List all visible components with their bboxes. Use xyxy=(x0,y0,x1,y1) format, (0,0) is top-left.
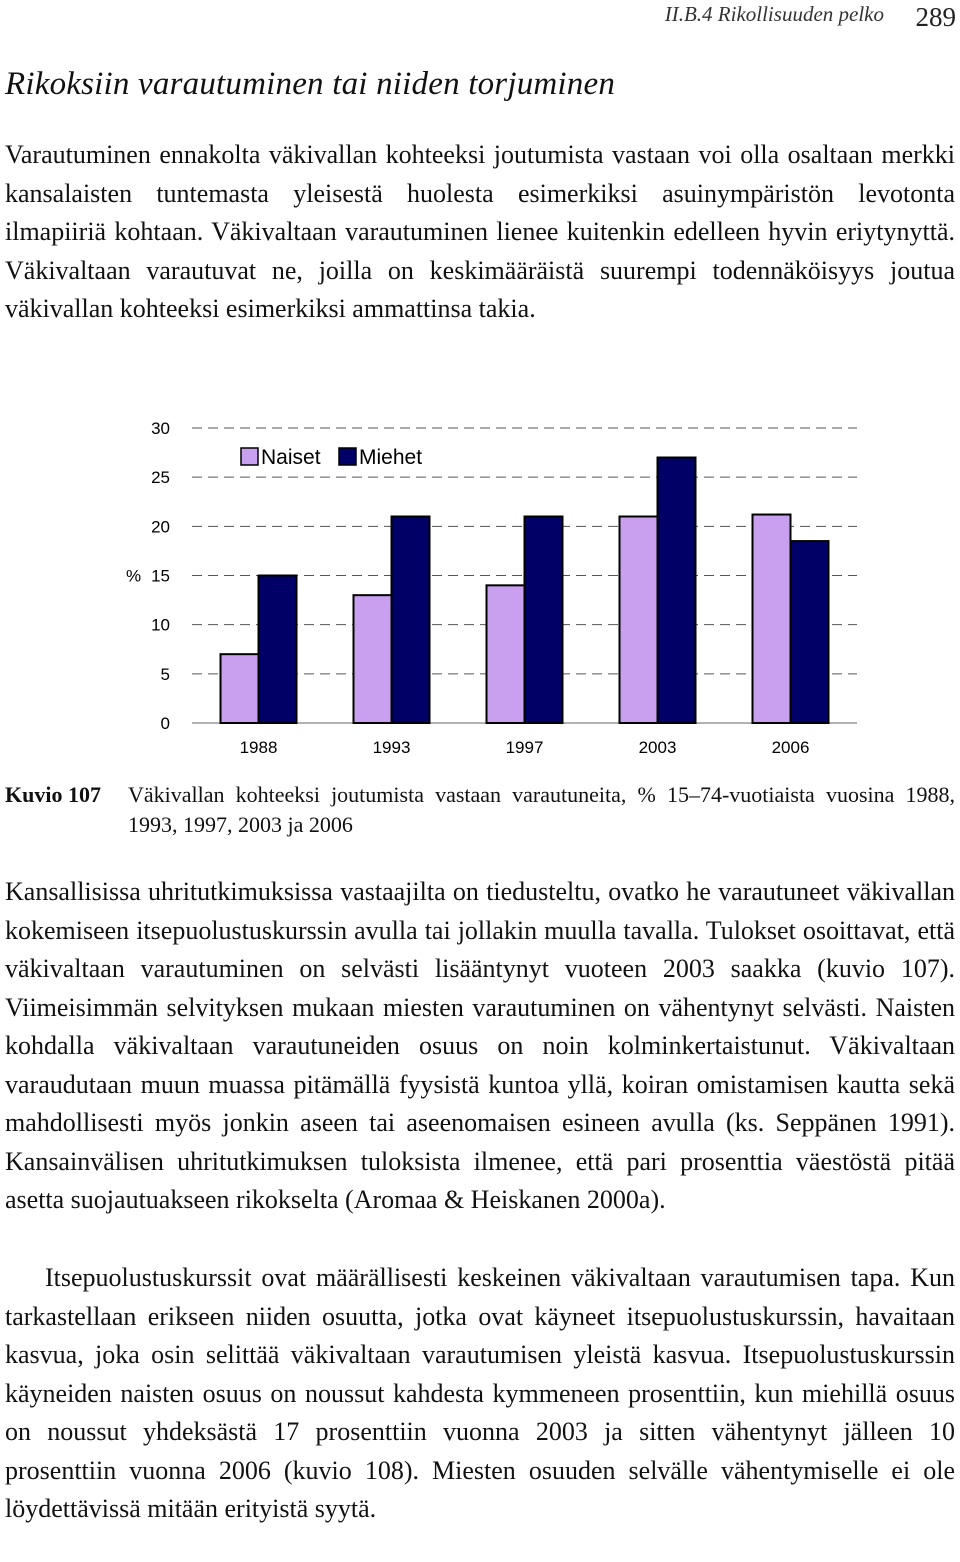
paragraph-self-defense: Itsepuolustuskurssit ovat määrällisesti keskeinen väkivaltaan varautumisen tapa. Kun tarkastellaan erikseen niiden osuutta, jotka ovat käyneet itsepuolustuskurssin, havaitaan kasvua, joka osin selittää väkivaltaan varautumisen yleistä kasvua. Itsepuolustuskurssin käyneiden naisten osuus on noussut kahdesta kymmeneen prosenttiin, kun miehillä osuus on noussut yhdeksästä 17 prosenttiin vuonna 2003 ja sitten vähentynyt jälleen 10 prosenttiin vuonna 2006 (kuvio 108). Miesten osuuden selvälle vähentymiselle ei ole löydettävissä mitään erityistä syytä. xyxy=(5,1263,955,1523)
paragraph-intro: Varautuminen ennakolta väkivallan kohteeksi joutumista vastaan voi olla osaltaan merkki kansalaisten tuntemasta yleisestä huolesta esimerkiksi asuinympäristön levotonta ilmapiiriä kohtaan. Väkivaltaan varautuminen lienee kuitenkin edelleen hyvin eriytynyttä. Väkivaltaan varautuvat ne, joilla on keskimääräistä suurempi todennäköisyys joutua väkivallan kohteeksi esimerkiksi ammattinsa takia. xyxy=(5,140,955,323)
x-tick-label: 2003 xyxy=(638,738,677,757)
x-tick-label: 2006 xyxy=(771,738,810,757)
y-tick-label: 5 xyxy=(160,664,170,684)
bar-miehet-2006 xyxy=(791,541,829,723)
section-title: Rikoksiin varautuminen tai niiden torjuminen xyxy=(5,66,616,102)
bar-miehet-2003 xyxy=(658,458,696,724)
legend-swatch-naiset xyxy=(241,448,258,465)
bar-chart xyxy=(0,405,960,765)
legend-label-naiset: Naiset xyxy=(261,446,321,469)
y-tick-label: 10 xyxy=(151,615,170,635)
bar-naiset-1988 xyxy=(221,654,259,723)
bar-miehet-1988 xyxy=(259,576,297,724)
paragraph-survey: Kansallisissa uhritutkimuksissa vastaajilta on tiedusteltu, ovatko he varautuneet väkivallan kokemiseen itsepuolustuskurssin avulla tai jollakin muulla tavalla. Tulokset osoittavat, että väkivaltaan varautuminen on selvästi lisääntynyt vuoteen 2003 saakka (kuvio 107). Viimeisimmän selvityksen mukaan miesten varautuminen on vähentynyt selvästi. Naisten kohdalla väkivaltaan varautuneiden osuus on noin kolminkertaistunut. Väkivaltaan varaudutaan muun muassa pitämällä fyysistä kuntoa yllä, koiran omistamisen kautta sekä mahdollisesti myös jonkin aseen tai aseenomaisen esineen avulla (ks. Seppänen 1991). Kansainvälisen uhritutkimuksen tuloksista ilmenee, että pari prosenttia väestöstä pitää asetta suojautuakseen rikokselta (Aromaa & Heiskanen 2000a). xyxy=(5,877,955,1214)
y-tick-label: 30 xyxy=(151,419,170,438)
figure-caption-text: Väkivallan kohteeksi joutumista vastaan varautuneita, % 15–74-vuotiaista vuosina 1988, 1993, 1997, 2003 ja 2006 xyxy=(128,782,955,837)
bar-naiset-2006 xyxy=(753,515,791,723)
x-tick-label: 1988 xyxy=(239,738,278,757)
y-tick-label: 25 xyxy=(151,468,170,488)
figure-107 xyxy=(0,405,960,765)
y-tick-label: 15 xyxy=(151,566,170,586)
bar-miehet-1993 xyxy=(392,517,430,724)
legend-label-miehet: Miehet xyxy=(359,446,423,469)
y-axis-label: % xyxy=(126,566,142,586)
page-number: 289 xyxy=(915,2,956,32)
y-tick-label: 20 xyxy=(151,517,170,537)
bar-naiset-1993 xyxy=(354,595,392,723)
y-tick-label: 0 xyxy=(160,714,170,733)
bar-naiset-1997 xyxy=(487,585,525,723)
bar-miehet-1997 xyxy=(525,517,563,724)
bar-naiset-2003 xyxy=(620,517,658,724)
x-tick-label: 1993 xyxy=(372,738,411,757)
x-tick-label: 1997 xyxy=(505,738,544,757)
running-head: II.B.4 Rikollisuuden pelko xyxy=(664,2,884,26)
figure-label: Kuvio 107 xyxy=(5,782,101,807)
legend-swatch-miehet xyxy=(339,448,356,465)
